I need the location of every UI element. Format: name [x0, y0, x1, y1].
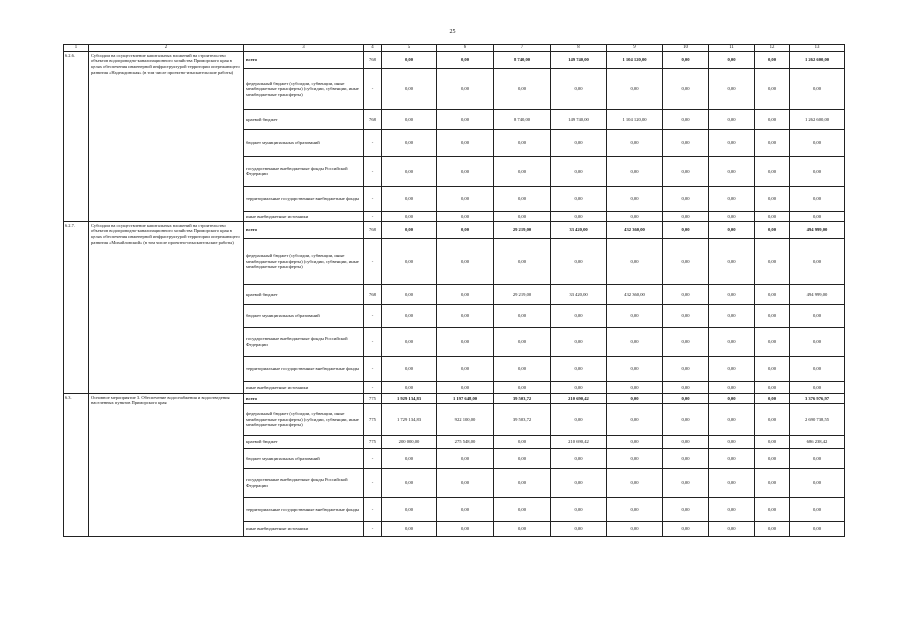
amount-cell: 39 503,72 [494, 393, 551, 403]
amount-cell: 8 740,00 [494, 109, 551, 129]
amount-cell: 0,00 [755, 304, 790, 327]
amount-cell: 0,00 [607, 327, 663, 356]
amount-cell: 0,00 [755, 435, 790, 448]
amount-cell: 33 420,00 [551, 284, 607, 304]
amount-cell: 0,00 [551, 304, 607, 327]
column-number-cell: 2 [89, 45, 244, 52]
amount-cell: 0,00 [709, 221, 755, 238]
budget-code: - [364, 468, 382, 497]
budget-table [63, 44, 845, 537]
amount-cell: 0,00 [382, 109, 437, 129]
amount-cell: 0,00 [755, 156, 790, 186]
amount-cell: 0,00 [607, 68, 663, 109]
amount-cell: 0,00 [709, 435, 755, 448]
amount-cell: 0,00 [790, 156, 845, 186]
amount-cell: 0,00 [551, 521, 607, 536]
amount-cell: 0,00 [437, 521, 494, 536]
amount-cell: 1 104 120,00 [607, 51, 663, 68]
amount-cell: 0,00 [382, 448, 437, 468]
amount-cell: 0,00 [437, 109, 494, 129]
amount-cell: 0,00 [663, 284, 709, 304]
amount-cell: 432 360,00 [607, 221, 663, 238]
amount-cell: 0,00 [382, 327, 437, 356]
amount-cell: 686 238,42 [790, 435, 845, 448]
amount-cell: 0,00 [437, 468, 494, 497]
budget-code: - [364, 211, 382, 221]
amount-cell: 0,00 [607, 381, 663, 393]
amount-cell: 0,00 [551, 129, 607, 156]
budget-code: 768 [364, 109, 382, 129]
amount-cell: 0,00 [663, 156, 709, 186]
amount-cell: 0,00 [709, 156, 755, 186]
budget-code: - [364, 156, 382, 186]
amount-cell: 0,00 [709, 468, 755, 497]
amount-cell: 210 690,42 [551, 393, 607, 403]
amount-cell: 0,00 [663, 381, 709, 393]
amount-cell: 3 376 976,97 [790, 393, 845, 403]
amount-cell: 0,00 [755, 327, 790, 356]
amount-cell: 1 262 600,00 [790, 51, 845, 68]
amount-cell: 0,00 [437, 238, 494, 284]
funding-source: краевой бюджет [244, 435, 364, 448]
funding-source: краевой бюджет [244, 109, 364, 129]
amount-cell: 29 219,00 [494, 284, 551, 304]
amount-cell: 0,00 [755, 403, 790, 435]
budget-code: 775 [364, 403, 382, 435]
amount-cell: 0,00 [607, 393, 663, 403]
amount-cell: 0,00 [382, 521, 437, 536]
amount-cell: 0,00 [607, 211, 663, 221]
amount-cell: 0,00 [494, 356, 551, 381]
amount-cell: 494 999,00 [790, 284, 845, 304]
amount-cell: 0,00 [755, 51, 790, 68]
amount-cell: 0,00 [382, 51, 437, 68]
funding-source: иные внебюджетные источники [244, 211, 364, 221]
budget-code: - [364, 129, 382, 156]
funding-source: иные внебюджетные источники [244, 381, 364, 393]
item-name: Субсидии на осуществление капитальных вложений на строительство объектов водопроводно-канализационного хозяйства Приморского края в целях обеспечения инженерной инфраструктурой территории опережающего развития «Михайловский» (в том числе проектно-изыскательские работы) [89, 221, 244, 393]
amount-cell: 0,00 [382, 284, 437, 304]
amount-cell: 0,00 [382, 304, 437, 327]
column-number-cell: 10 [663, 45, 709, 52]
budget-code: - [364, 304, 382, 327]
amount-cell: 0,00 [494, 381, 551, 393]
amount-cell: 0,00 [755, 109, 790, 129]
amount-cell: 0,00 [663, 129, 709, 156]
budget-code: - [364, 186, 382, 211]
amount-cell: 0,00 [551, 448, 607, 468]
column-number-cell: 7 [494, 45, 551, 52]
budget-code: - [364, 68, 382, 109]
amount-cell: 0,00 [755, 68, 790, 109]
amount-cell: 0,00 [551, 68, 607, 109]
amount-cell: 0,00 [437, 156, 494, 186]
column-number-cell: 12 [755, 45, 790, 52]
amount-cell: 0,00 [663, 435, 709, 448]
amount-cell: 0,00 [494, 468, 551, 497]
amount-cell: 0,00 [755, 211, 790, 221]
amount-cell: 0,00 [790, 211, 845, 221]
amount-cell: 0,00 [494, 238, 551, 284]
amount-cell: 0,00 [755, 393, 790, 403]
funding-source: федеральный бюджет (субсидии, субвенции, иные межбюджетные трансферты) (субсидии, субвенции, иные межбюджетные трансферты) [244, 238, 364, 284]
column-number-cell: 8 [551, 45, 607, 52]
amount-cell: 0,00 [494, 521, 551, 536]
amount-cell: 0,00 [790, 381, 845, 393]
amount-cell: 0,00 [755, 129, 790, 156]
amount-cell: 0,00 [494, 211, 551, 221]
amount-cell: 0,00 [551, 186, 607, 211]
budget-code: - [364, 327, 382, 356]
amount-cell: 0,00 [790, 497, 845, 521]
amount-cell: 0,00 [437, 381, 494, 393]
amount-cell: 0,00 [709, 327, 755, 356]
amount-cell: 0,00 [437, 448, 494, 468]
amount-cell: 0,00 [551, 238, 607, 284]
amount-cell: 0,00 [709, 356, 755, 381]
amount-cell: 0,00 [437, 356, 494, 381]
amount-cell: 0,00 [607, 448, 663, 468]
amount-cell: 0,00 [607, 497, 663, 521]
item-name: Основное мероприятие 3. Обеспечение водоснабжения и водоотведения населенных пунктов Приморского края [89, 393, 244, 536]
amount-cell: 0,00 [790, 448, 845, 468]
amount-cell: 0,00 [790, 186, 845, 211]
amount-cell: 0,00 [755, 521, 790, 536]
amount-cell: 0,00 [437, 211, 494, 221]
budget-code: - [364, 238, 382, 284]
amount-cell: 0,00 [663, 356, 709, 381]
amount-cell: 29 219,00 [494, 221, 551, 238]
amount-cell: 0,00 [607, 435, 663, 448]
amount-cell: 0,00 [790, 68, 845, 109]
amount-cell: 0,00 [755, 356, 790, 381]
amount-cell: 200 000,00 [382, 435, 437, 448]
amount-cell: 0,00 [607, 468, 663, 497]
funding-source: государственные внебюджетные фонды Российской Федерации [244, 156, 364, 186]
amount-cell: 0,00 [755, 497, 790, 521]
amount-cell: 0,00 [382, 468, 437, 497]
amount-cell: 0,00 [607, 129, 663, 156]
amount-cell: 0,00 [437, 304, 494, 327]
amount-cell: 0,00 [551, 356, 607, 381]
amount-cell: 0,00 [382, 381, 437, 393]
amount-cell: 1 104 120,00 [607, 109, 663, 129]
budget-code: - [364, 356, 382, 381]
amount-cell: 0,00 [790, 238, 845, 284]
funding-source: территориальные государственные внебюджетные фонды [244, 186, 364, 211]
amount-cell: 0,00 [494, 327, 551, 356]
amount-cell: 0,00 [709, 497, 755, 521]
item-number: 6.3. [64, 393, 89, 536]
amount-cell: 0,00 [437, 186, 494, 211]
budget-row [64, 393, 845, 403]
funding-source: бюджет муниципальных образований [244, 448, 364, 468]
amount-cell: 0,00 [607, 403, 663, 435]
amount-cell: 0,00 [755, 448, 790, 468]
amount-cell: 0,00 [663, 304, 709, 327]
amount-cell: 0,00 [663, 238, 709, 284]
amount-cell: 0,00 [790, 304, 845, 327]
amount-cell: 0,00 [663, 403, 709, 435]
column-number-row [64, 45, 845, 52]
amount-cell: 0,00 [790, 468, 845, 497]
amount-cell: 0,00 [663, 221, 709, 238]
amount-cell: 0,00 [709, 304, 755, 327]
amount-cell: 0,00 [551, 211, 607, 221]
amount-cell: 0,00 [663, 51, 709, 68]
amount-cell: 0,00 [663, 393, 709, 403]
amount-cell: 0,00 [494, 448, 551, 468]
funding-source: государственные внебюджетные фонды Российской Федерации [244, 468, 364, 497]
amount-cell: 0,00 [494, 186, 551, 211]
budget-code: 768 [364, 51, 382, 68]
budget-row [64, 51, 845, 68]
amount-cell: 0,00 [709, 448, 755, 468]
amount-cell: 149 740,00 [551, 109, 607, 129]
amount-cell: 0,00 [551, 327, 607, 356]
amount-cell: 0,00 [709, 211, 755, 221]
amount-cell: 1 197 648,00 [437, 393, 494, 403]
amount-cell: 275 548,00 [437, 435, 494, 448]
column-number-cell: 6 [437, 45, 494, 52]
amount-cell: 0,00 [382, 238, 437, 284]
page-number: 25 [449, 29, 456, 35]
amount-cell: 0,00 [790, 129, 845, 156]
amount-cell: 0,00 [790, 356, 845, 381]
column-number-cell: 13 [790, 45, 845, 52]
amount-cell: 0,00 [382, 186, 437, 211]
amount-cell: 0,00 [494, 68, 551, 109]
amount-cell: 0,00 [790, 521, 845, 536]
amount-cell: 0,00 [607, 521, 663, 536]
amount-cell: 0,00 [755, 186, 790, 211]
amount-cell: 0,00 [382, 129, 437, 156]
funding-source: федеральный бюджет (субсидии, субвенции, иные межбюджетные трансферты) (субсидии, субвенции, иные межбюджетные трансферты) [244, 403, 364, 435]
amount-cell: 0,00 [709, 521, 755, 536]
amount-cell: 0,00 [382, 221, 437, 238]
funding-source: краевой бюджет [244, 284, 364, 304]
budget-row [64, 221, 845, 238]
amount-cell: 0,00 [382, 68, 437, 109]
amount-cell: 39 503,72 [494, 403, 551, 435]
amount-cell: 0,00 [551, 497, 607, 521]
amount-cell: 0,00 [382, 156, 437, 186]
amount-cell: 0,00 [494, 435, 551, 448]
amount-cell: 0,00 [494, 497, 551, 521]
amount-cell: 0,00 [437, 51, 494, 68]
budget-code: - [364, 448, 382, 468]
amount-cell: 0,00 [663, 327, 709, 356]
column-number-cell: 1 [64, 45, 89, 52]
budget-code: 775 [364, 393, 382, 403]
amount-cell: 0,00 [755, 468, 790, 497]
amount-cell: 0,00 [607, 238, 663, 284]
amount-cell: 149 740,00 [551, 51, 607, 68]
amount-cell: 0,00 [663, 211, 709, 221]
item-number: 6.2.6. [64, 51, 89, 221]
amount-cell: 0,00 [437, 68, 494, 109]
amount-cell: 432 360,00 [607, 284, 663, 304]
amount-cell: 0,00 [663, 186, 709, 211]
budget-code: 768 [364, 221, 382, 238]
budget-code: - [364, 521, 382, 536]
amount-cell: 0,00 [709, 393, 755, 403]
amount-cell: 0,00 [755, 284, 790, 304]
amount-cell: 0,00 [709, 129, 755, 156]
amount-cell: 0,00 [663, 468, 709, 497]
amount-cell: 0,00 [551, 381, 607, 393]
amount-cell: 0,00 [663, 68, 709, 109]
amount-cell: 922 100,00 [437, 403, 494, 435]
amount-cell: 0,00 [437, 497, 494, 521]
amount-cell: 0,00 [607, 156, 663, 186]
amount-cell: 0,00 [790, 327, 845, 356]
amount-cell: 1 929 134,83 [382, 393, 437, 403]
amount-cell: 0,00 [494, 156, 551, 186]
amount-cell: 0,00 [663, 448, 709, 468]
amount-cell: 0,00 [437, 284, 494, 304]
amount-cell: 33 420,00 [551, 221, 607, 238]
amount-cell: 0,00 [551, 468, 607, 497]
amount-cell: 0,00 [709, 68, 755, 109]
funding-source: федеральный бюджет (субсидии, субвенции, иные межбюджетные трансферты) (субсидии, субвенции, иные межбюджетные трансферты) [244, 68, 364, 109]
amount-cell: 1 262 600,00 [790, 109, 845, 129]
amount-cell: 0,00 [709, 403, 755, 435]
funding-source: всего [244, 221, 364, 238]
amount-cell: 0,00 [437, 129, 494, 156]
amount-cell: 0,00 [382, 497, 437, 521]
amount-cell: 494 999,00 [790, 221, 845, 238]
amount-cell: 0,00 [709, 381, 755, 393]
amount-cell: 0,00 [382, 211, 437, 221]
amount-cell: 0,00 [709, 238, 755, 284]
funding-source: территориальные государственные внебюджетные фонды [244, 356, 364, 381]
column-number-cell: 4 [364, 45, 382, 52]
amount-cell: 0,00 [709, 109, 755, 129]
funding-source: бюджет муниципальных образований [244, 304, 364, 327]
amount-cell: 0,00 [494, 129, 551, 156]
amount-cell: 0,00 [755, 221, 790, 238]
funding-source: территориальные государственные внебюджетные фонды [244, 497, 364, 521]
amount-cell: 0,00 [755, 381, 790, 393]
amount-cell: 0,00 [709, 284, 755, 304]
funding-source: государственные внебюджетные фонды Российской Федерации [244, 327, 364, 356]
column-number-cell: 3 [244, 45, 364, 52]
amount-cell: 0,00 [551, 156, 607, 186]
amount-cell: 0,00 [755, 238, 790, 284]
budget-code: - [364, 381, 382, 393]
budget-code: 775 [364, 435, 382, 448]
amount-cell: 0,00 [494, 304, 551, 327]
amount-cell: 0,00 [437, 221, 494, 238]
item-number: 6.2.7. [64, 221, 89, 393]
amount-cell: 2 690 738,55 [790, 403, 845, 435]
amount-cell: 0,00 [437, 327, 494, 356]
item-name: Субсидии на осуществление капитальных вложений на строительство объектов водопроводно-канализационного хозяйства Приморского края в целях обеспечения инженерной инфраструктурой территории опережающего развития «Надеждинская» (в том числе проектно-изыскательские работы) [89, 51, 244, 221]
amount-cell: 0,00 [607, 356, 663, 381]
amount-cell: 0,00 [607, 304, 663, 327]
column-number-cell: 9 [607, 45, 663, 52]
column-number-cell: 5 [382, 45, 437, 52]
amount-cell: 0,00 [663, 109, 709, 129]
amount-cell: 210 690,42 [551, 435, 607, 448]
funding-source: всего [244, 51, 364, 68]
amount-cell: 0,00 [663, 497, 709, 521]
amount-cell: 0,00 [382, 356, 437, 381]
amount-cell: 0,00 [709, 51, 755, 68]
amount-cell: 0,00 [607, 186, 663, 211]
amount-cell: 8 740,00 [494, 51, 551, 68]
budget-code: - [364, 497, 382, 521]
amount-cell: 0,00 [551, 403, 607, 435]
column-number-cell: 11 [709, 45, 755, 52]
amount-cell: 0,00 [709, 186, 755, 211]
funding-source: бюджет муниципальных образований [244, 129, 364, 156]
funding-source: иные внебюджетные источники [244, 521, 364, 536]
amount-cell: 1 729 134,83 [382, 403, 437, 435]
amount-cell: 0,00 [663, 521, 709, 536]
budget-code: 768 [364, 284, 382, 304]
funding-source: всего [244, 393, 364, 403]
